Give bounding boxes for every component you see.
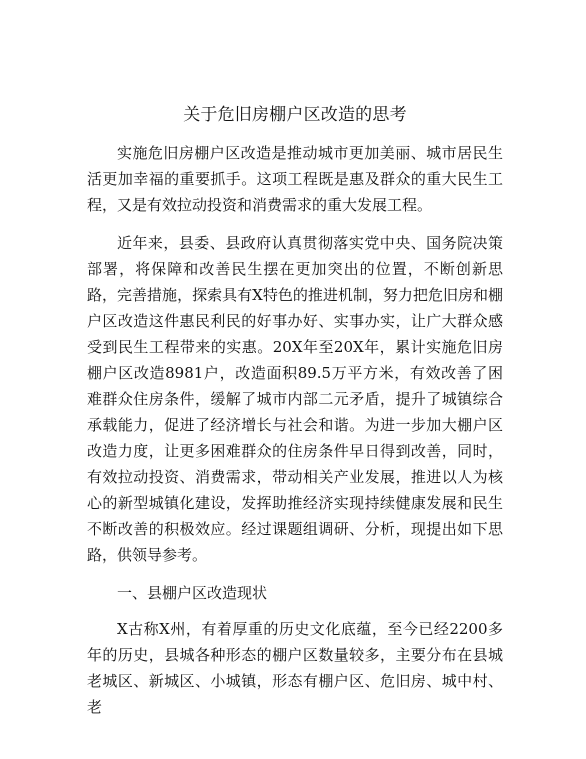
section-paragraph: X古称X州，有着厚重的历史文化底蕴，至今已经2200多年的历史，县城各种形态的棚户区数量较多，主要分布在县城老城区、新城区、小城镇，形态有棚户区、危旧房、城中村、老: [87, 620, 503, 716]
section-heading: 一、县棚户区改造现状: [117, 584, 268, 602]
document-body: [87, 102, 503, 732]
background-paragraph: 近年来，县委、县政府认真贯彻落实党中央、国务院决策部署，将保障和改善民生摆在更加突出的位置，不断创新思路，完善措施，探索具有X特色的推进机制，努力把危旧房和棚户区改造这件惠民利民的好事办好、实事办实，让广大群众感受到民生工程带来的实惠。20X年至20X年，累计实施危旧房棚户区改造8981户，改造面积89.5万平方米，有效改善了困难群众住房条件，缓解了城市内部二元矛盾，提升了城镇综合承载能力，促进了经济增长与社会和谐。为进一步加大棚户区改造力度，让更多困难群众的住房条件早日得到改善，同时，有效拉动投资、消费需求，带动相关产业发展，推进以人为核心的新型城镇化建设，发挥助推经济实现持续健康发展和民生不断改善的积极效应。经过课题组调研、分析，现提出如下思路，供领导参考。: [87, 234, 503, 564]
document-title: 关于危旧房棚户区改造的思考: [183, 105, 407, 125]
intro-paragraph: 实施危旧房棚户区改造是推动城市更加美丽、城市居民生活更加幸福的重要抓手。这项工程既是惠及群众的重大民生工程，又是有效拉动投资和消费需求的重大发展工程。: [87, 144, 503, 214]
